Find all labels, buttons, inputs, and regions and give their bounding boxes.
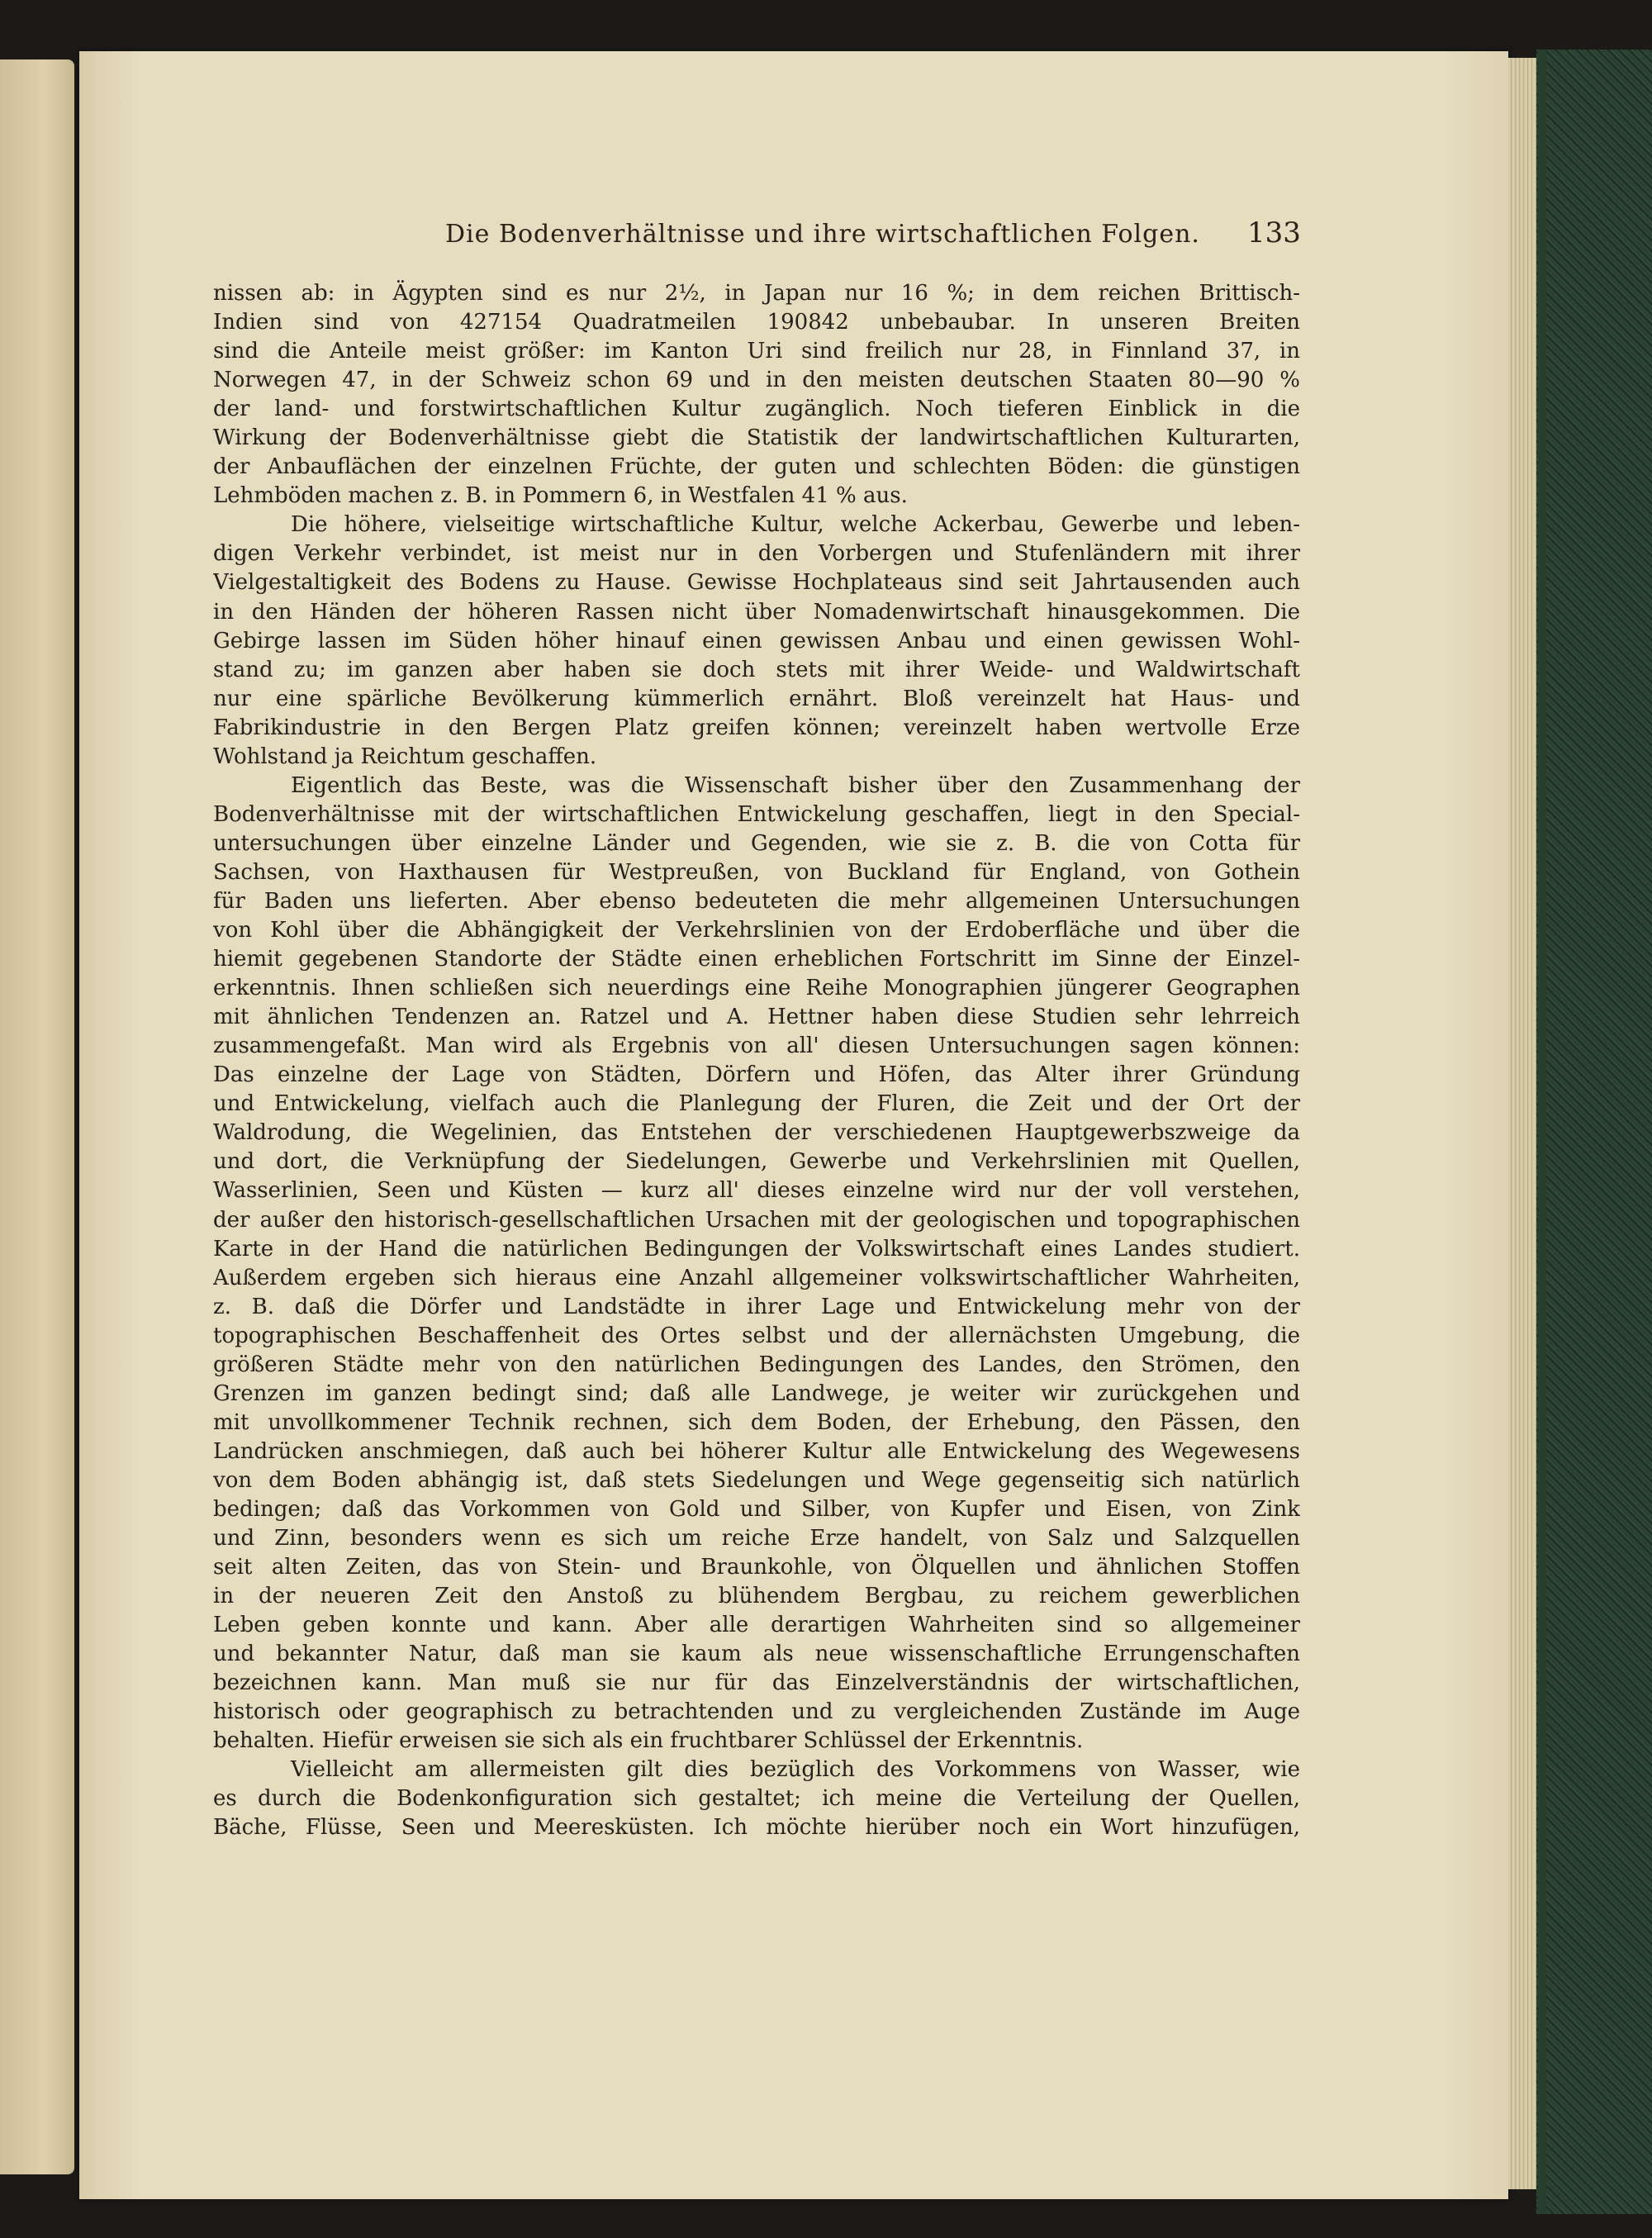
text-line: Die höhere, vielseitige wirtschaftliche Kultur, welche Ackerbau, Gewerbe und leben- <box>291 512 1300 538</box>
text-line: es durch die Bodenkonfiguration sich gestaltet; ich meine die Verteilung der Quellen, <box>213 1786 1300 1812</box>
text-line: in den Händen der höheren Rassen nicht über Nomadenwirtschaft hinausgekommen. Die <box>213 599 1300 625</box>
page-block-edges <box>1508 58 1536 2189</box>
text-line: Indien sind von 427154 Quadratmeilen 190842 unbebaubar. In unseren Breiten <box>213 310 1300 335</box>
text-line: Karte in der Hand die natürlichen Bedingungen der Volkswirtschaft eines Landes studiert. <box>213 1236 1300 1262</box>
text-line: behalten. Hiefür erweisen sie sich als ein fruchtbarer Schlüssel der Erkenntnis. <box>213 1728 1084 1754</box>
text-line: Landrücken anschmiegen, daß auch bei höherer Kultur alle Entwickelung des Wegewesens <box>213 1438 1300 1464</box>
text-line: von Kohl über die Abhängigkeit der Verkehrslinien von der Erdoberfläche und über die <box>213 918 1300 943</box>
text-line: nissen ab: in Ägypten sind es nur 2½, in Japan nur 16 %; in dem reichen Brittisch- <box>213 281 1300 306</box>
text-line: Gebirge lassen im Süden höher hinauf einen gewissen Anbau und einen gewissen Wohl- <box>213 628 1300 653</box>
text-line: Sachsen, von Haxthausen für Westpreußen, von Buckland für England, von Gothein <box>213 859 1300 885</box>
text-line: seit alten Zeiten, das von Stein- und Braunkohle, von Ölquellen und ähnlichen Stoffen <box>213 1555 1300 1580</box>
text-line: und dort, die Verknüpfung der Siedelungen, Gewerbe und Verkehrslinien mit Quellen, <box>213 1149 1300 1175</box>
text-line: Wohlstand ja Reichtum geschaffen. <box>213 744 597 769</box>
text-line: Wasserlinien, Seen und Küsten — kurz all' dieses einzelne wird nur der voll verstehen, <box>213 1178 1300 1204</box>
page-number: 133 <box>1247 216 1301 249</box>
text-line: in der neueren Zeit den Anstoß zu blühendem Bergbau, zu reichem gewerblichen <box>213 1584 1300 1609</box>
text-line: bedingen; daß das Vorkommen von Gold und Silber, von Kupfer und Eisen, von Zink <box>213 1496 1300 1522</box>
running-head: Die Bodenverhältnisse und ihre wirtschaftlichen Folgen. <box>445 220 1200 249</box>
text-line: Vielgestaltigkeit des Bodens zu Hause. Gewisse Hochplateaus sind seit Jahrtausenden auch <box>213 570 1300 596</box>
text-line: Fabrikindustrie in den Bergen Platz greifen können; vereinzelt haben wertvolle Erze <box>213 715 1300 740</box>
text-line: nur eine spärliche Bevölkerung kümmerlich ernährt. Bloß vereinzelt hat Haus- und <box>213 686 1300 711</box>
text-line: der Anbauflächen der einzelnen Früchte, der guten und schlechten Böden: die günstigen <box>213 454 1300 480</box>
text-line: z. B. daß die Dörfer und Landstädte in ihrer Lage und Entwickelung mehr von der <box>213 1294 1300 1319</box>
text-line: mit unvollkommener Technik rechnen, sich dem Boden, der Erhebung, den Pässen, den <box>213 1409 1300 1435</box>
text-line: mit ähnlichen Tendenzen an. Ratzel und A. Hettner haben diese Studien sehr lehrreich <box>213 1005 1300 1030</box>
facing-page-edge <box>0 59 74 2174</box>
book-cover <box>1536 50 1652 2214</box>
text-line: Das einzelne der Lage von Städten, Dörfern und Höfen, das Alter ihrer Gründung <box>213 1062 1300 1088</box>
text-line: historisch oder geographisch zu betrachtenden und zu vergleichenden Zustände im Auge <box>213 1699 1300 1725</box>
text-line: Bäche, Flüsse, Seen und Meeresküsten. Ich möchte hierüber noch ein Wort hinzufügen, <box>213 1815 1300 1841</box>
text-line: Bodenverhältnisse mit der wirtschaftlichen Entwickelung geschaffen, liegt in den Special- <box>213 801 1300 827</box>
text-line: Leben geben konnte und kann. Aber alle derartigen Wahrheiten sind so allgemeiner <box>213 1613 1300 1638</box>
text-line: der land- und forstwirtschaftlichen Kultur zugänglich. Noch tieferen Einblick in die <box>213 397 1300 422</box>
text-line: topographischen Beschaffenheit des Ortes selbst und der allernächsten Umgebung, die <box>213 1323 1300 1348</box>
text-line: zusammengefaßt. Man wird als Ergebnis von all' diesen Untersuchungen sagen können: <box>213 1033 1300 1059</box>
text-line: Grenzen im ganzen bedingt sind; daß alle Landwege, je weiter wir zurückgehen und <box>213 1380 1300 1406</box>
text-line: erkenntnis. Ihnen schließen sich neuerdings eine Reihe Monographien jüngerer Geographen <box>213 976 1300 1001</box>
text-line: digen Verkehr verbindet, ist meist nur in den Vorbergen und Stufenländern mit ihrer <box>213 541 1300 567</box>
text-line: größeren Städte mehr von den natürlichen Bedingungen des Landes, den Strömen, den <box>213 1352 1300 1377</box>
text-line: und Entwickelung, vielfach auch die Planlegung der Fluren, die Zeit und der Ort der <box>213 1091 1300 1117</box>
text-line: stand zu; im ganzen aber haben sie doch stets mit ihrer Weide- und Waldwirtschaft <box>213 657 1300 682</box>
text-line: Eigentlich das Beste, was die Wissenschaft bisher über den Zusammenhang der <box>291 772 1300 798</box>
cover-spine-edge <box>1538 50 1546 2214</box>
text-line: bezeichnen kann. Man muß sie nur für das Einzelverständnis der wirtschaftlichen, <box>213 1670 1300 1696</box>
text-line: Außerdem ergeben sich hieraus eine Anzahl allgemeiner volkswirtschaftlicher Wahrheiten, <box>213 1265 1300 1290</box>
text-line: sind die Anteile meist größer: im Kanton Uri sind freilich nur 28, in Finnland 37, in <box>213 339 1300 364</box>
text-line: untersuchungen über einzelne Länder und Gegenden, wie sie z. B. die von Cotta für <box>213 830 1300 856</box>
text-line: Norwegen 47, in der Schweiz schon 69 und in den meisten deutschen Staaten 80—90 % <box>213 368 1300 393</box>
text-line: Waldrodung, die Wegelinien, das Entstehen der verschiedenen Hauptgewerbszweige da <box>213 1120 1300 1146</box>
text-line: und Zinn, besonders wenn es sich um reiche Erze handelt, von Salz und Salzquellen <box>213 1526 1300 1551</box>
text-line: der außer den historisch-gesellschaftlichen Ursachen mit der geologischen und topographischen <box>213 1207 1300 1233</box>
text-line: hiemit gegebenen Standorte der Städte einen erheblichen Fortschritt im Sinne der Einzel- <box>213 947 1300 972</box>
text-line: Wirkung der Bodenverhältnisse giebt die Statistik der landwirtschaftlichen Kulturarten, <box>213 425 1300 451</box>
text-line: von dem Boden abhängig ist, daß stets Siedelungen und Wege gegenseitig sich natürlich <box>213 1467 1300 1493</box>
text-line: für Baden uns lieferten. Aber ebenso bedeuteten die mehr allgemeinen Untersuchungen <box>213 888 1300 914</box>
body-text <box>213 279 1300 1843</box>
text-line: Lehmböden machen z. B. in Pommern 6, in Westfalen 41 % aus. <box>213 483 908 509</box>
text-line: Vielleicht am allermeisten gilt dies bezüglich des Vorkommens von Wasser, wie <box>291 1757 1300 1783</box>
text-line: und bekannter Natur, daß man sie kaum als neue wissenschaftliche Errungenschaften <box>213 1642 1300 1667</box>
